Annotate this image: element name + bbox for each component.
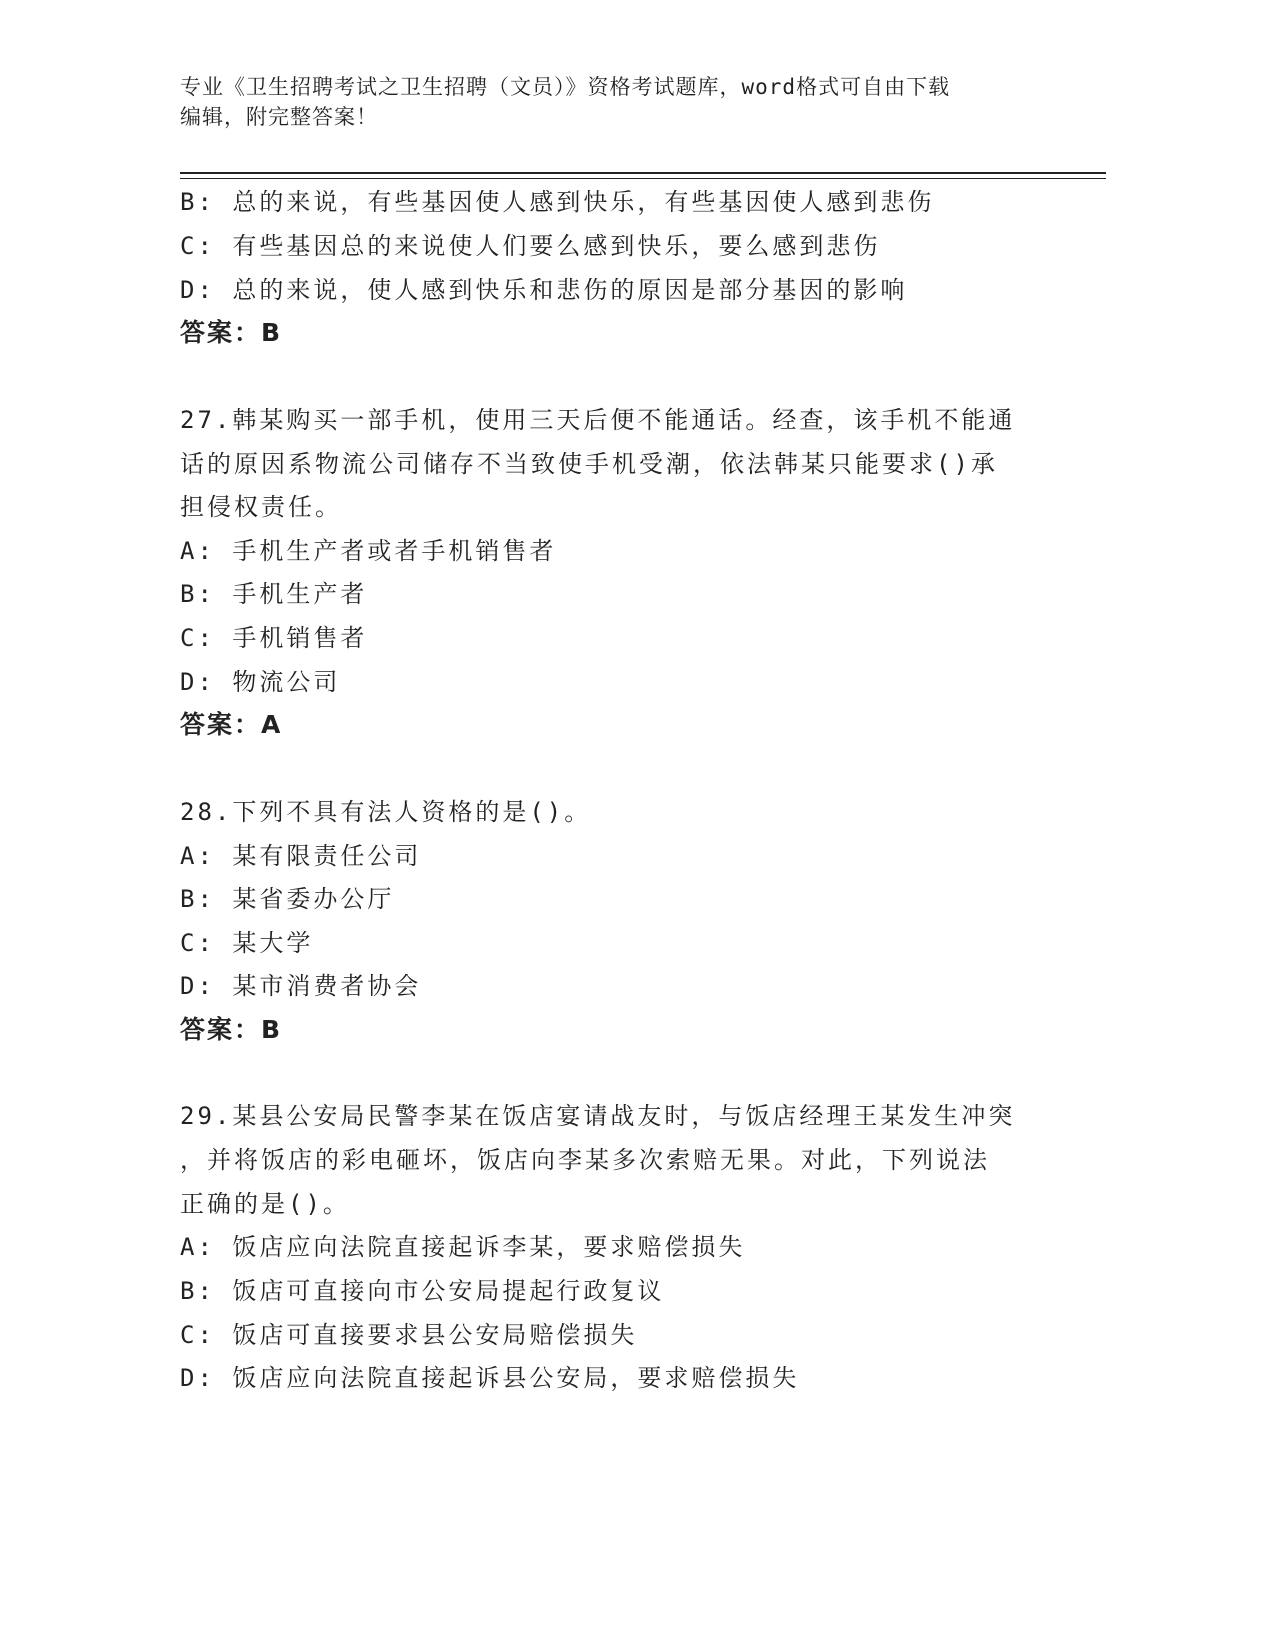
header-divider-thick	[180, 172, 1106, 174]
q28-stem-line-1: 28.下列不具有法人资格的是()。	[180, 798, 592, 826]
q27-stem-line-3: 担侵权责任。	[180, 493, 342, 521]
q26-option-c: C: 有些基因总的来说使人们要么感到快乐，要么感到悲伤	[180, 232, 881, 260]
q26-option-d: D: 总的来说，使人感到快乐和悲伤的原因是部分基因的影响	[180, 276, 908, 304]
q28-option-b: B: 某省委办公厅	[180, 885, 395, 913]
document-header	[180, 72, 1080, 132]
q27-option-c: C: 手机销售者	[180, 624, 368, 652]
q28-answer: 答案：B	[180, 1015, 283, 1044]
q27-option-d: D: 物流公司	[180, 668, 341, 696]
q26-answer: 答案：B	[180, 318, 283, 347]
header-line-2: 编辑，附完整答案！	[180, 105, 378, 129]
q29-option-b: B: 饭店可直接向市公安局提起行政复议	[180, 1277, 665, 1305]
q27-option-b: B: 手机生产者	[180, 580, 368, 608]
q27-stem-line-1: 27.韩某购买一部手机，使用三天后便不能通话。经查，该手机不能通	[180, 406, 1016, 434]
q29-option-c: C: 饭店可直接要求县公安局赔偿损失	[180, 1321, 638, 1349]
q29-stem-line-1: 29.某县公安局民警李某在饭店宴请战友时，与饭店经理王某发生冲突	[180, 1102, 1016, 1130]
q28-option-c: C: 某大学	[180, 929, 314, 957]
header-divider-thin	[180, 178, 1106, 179]
q29-option-d: D: 饭店应向法院直接起诉县公安局，要求赔偿损失	[180, 1364, 800, 1392]
q27-answer: 答案：A	[180, 710, 283, 739]
header-line-1: 专业《卫生招聘考试之卫生招聘（文员）》资格考试题库，word格式可自由下载	[180, 75, 951, 99]
q27-option-a: A: 手机生产者或者手机销售者	[180, 537, 557, 565]
q26-option-b: B: 总的来说，有些基因使人感到快乐，有些基因使人感到悲伤	[180, 188, 935, 216]
q29-option-a: A: 饭店应向法院直接起诉李某，要求赔偿损失	[180, 1233, 746, 1261]
q28-option-d: D: 某市消费者协会	[180, 972, 422, 1000]
q28-option-a: A: 某有限责任公司	[180, 842, 422, 870]
q27-stem-line-2: 话的原因系物流公司储存不当致使手机受潮，依法韩某只能要求()承	[180, 450, 998, 478]
q29-stem-line-2: ，并将饭店的彩电砸坏，饭店向李某多次索赔无果。对此，下列说法	[180, 1146, 990, 1174]
q29-stem-line-3: 正确的是()。	[180, 1190, 350, 1218]
